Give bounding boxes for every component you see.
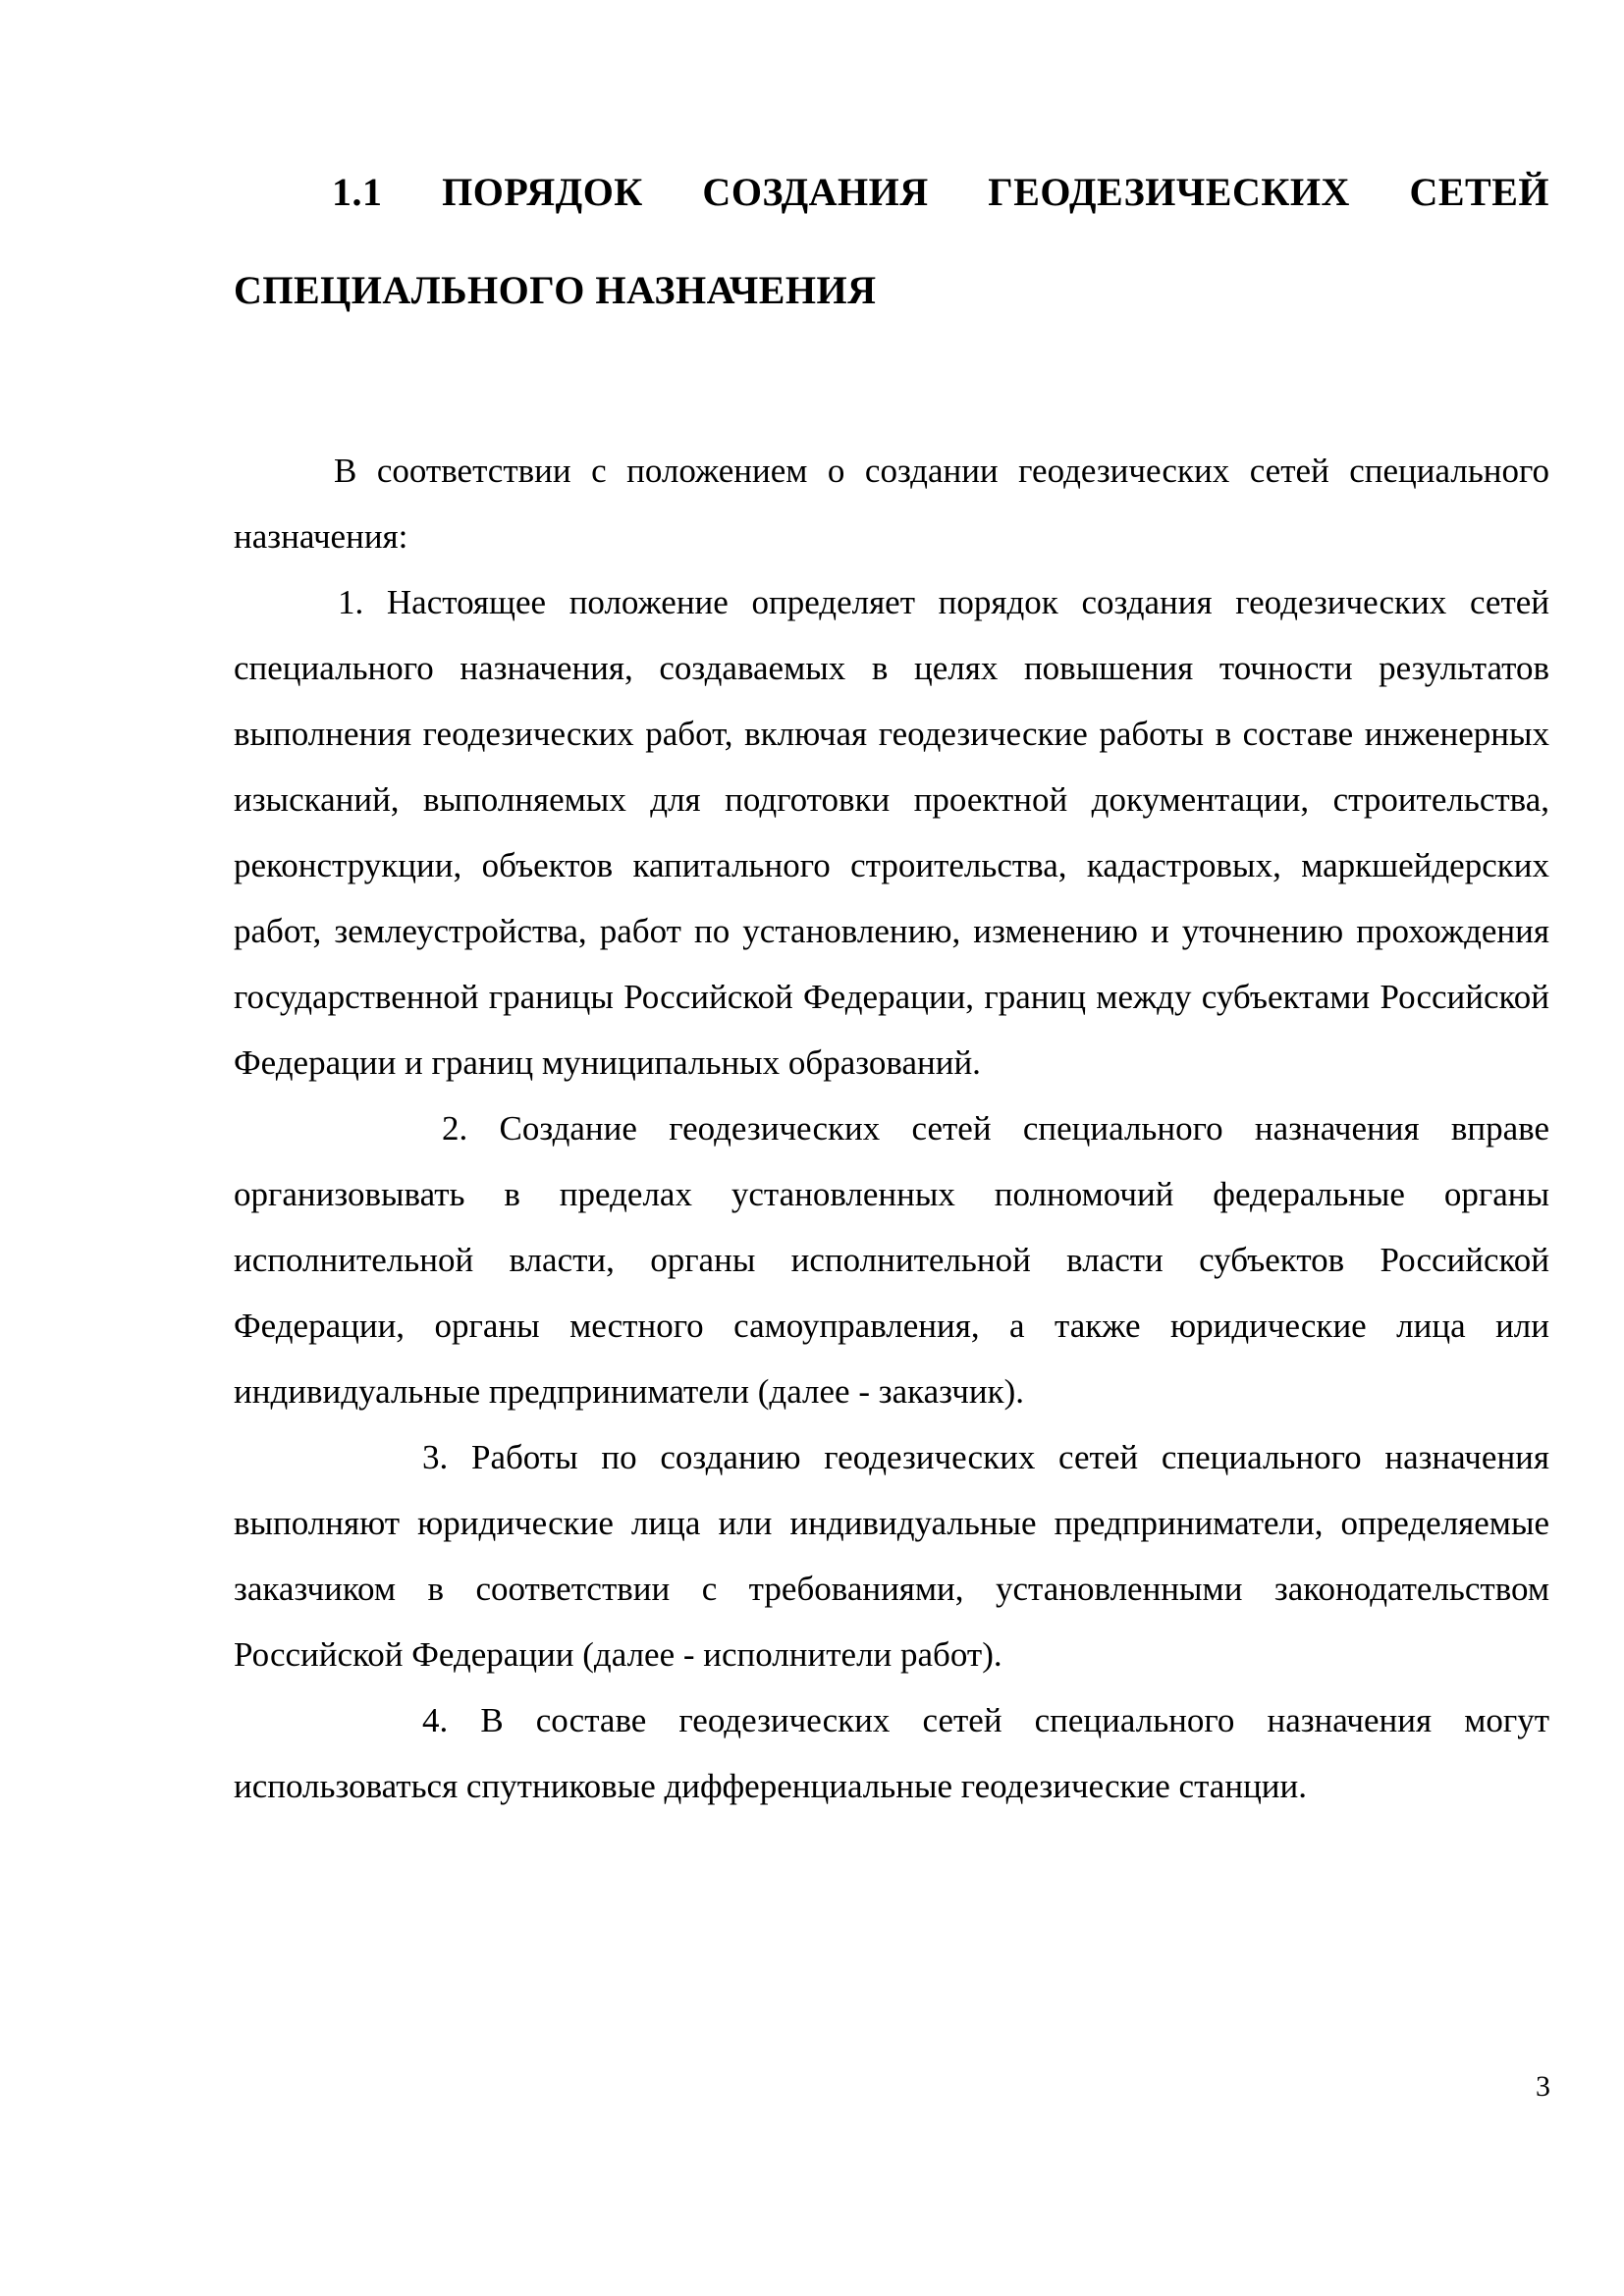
clause-1-paragraph: 1. Настоящее положение определяет порядок создания геодезических сетей специального назначения, создаваемых в целях повышения точности результатов выполнения геодезических работ, включая геодезические работы в составе инженерных изысканий, выполняемых для подготовки проектной документации, строительства, реконструкции, объектов капитального строительства, кадастровых, маркшейдерских работ, землеустройства, работ по установлению, изменению и уточнению прохождения государственной границы Российской Федерации, границ между субъектами Российской Федерации и границ муниципальных образований. — [234, 583, 1549, 1082]
page-number: 3 — [1536, 2070, 1550, 2103]
clause-4-paragraph: 4. В составе геодезических сетей специального назначения могут использоваться спутниковые дифференциальные геодезические станции. — [234, 1701, 1549, 1805]
clause-3-paragraph: 3. Работы по созданию геодезических сетей специального назначения выполняют юридические лица или индивидуальные предприниматели, определяемые заказчиком в соответствии с требованиями, установленными законодательством Российской Федерации (далее - исполнители работ). — [234, 1438, 1549, 1674]
document-body — [234, 438, 1549, 1819]
section-heading: 1.1 ПОРЯДОК СОЗДАНИЯ ГЕОДЕЗИЧЕСКИХ СЕТЕЙ СПЕЦИАЛЬНОГО НАЗНАЧЕНИЯ — [234, 170, 1549, 312]
clause-2-paragraph: 2. Создание геодезических сетей специального назначения вправе организовывать в пределах установленных полномочий федеральные органы исполнительной власти, органы исполнительной власти субъектов Российской Федерации, органы местного самоуправления, а также юридические лица или индивидуальные предприниматели (далее - заказчик). — [234, 1109, 1549, 1411]
intro-paragraph: В соответствии с положением о создании геодезических сетей специального назначения: — [234, 452, 1549, 556]
